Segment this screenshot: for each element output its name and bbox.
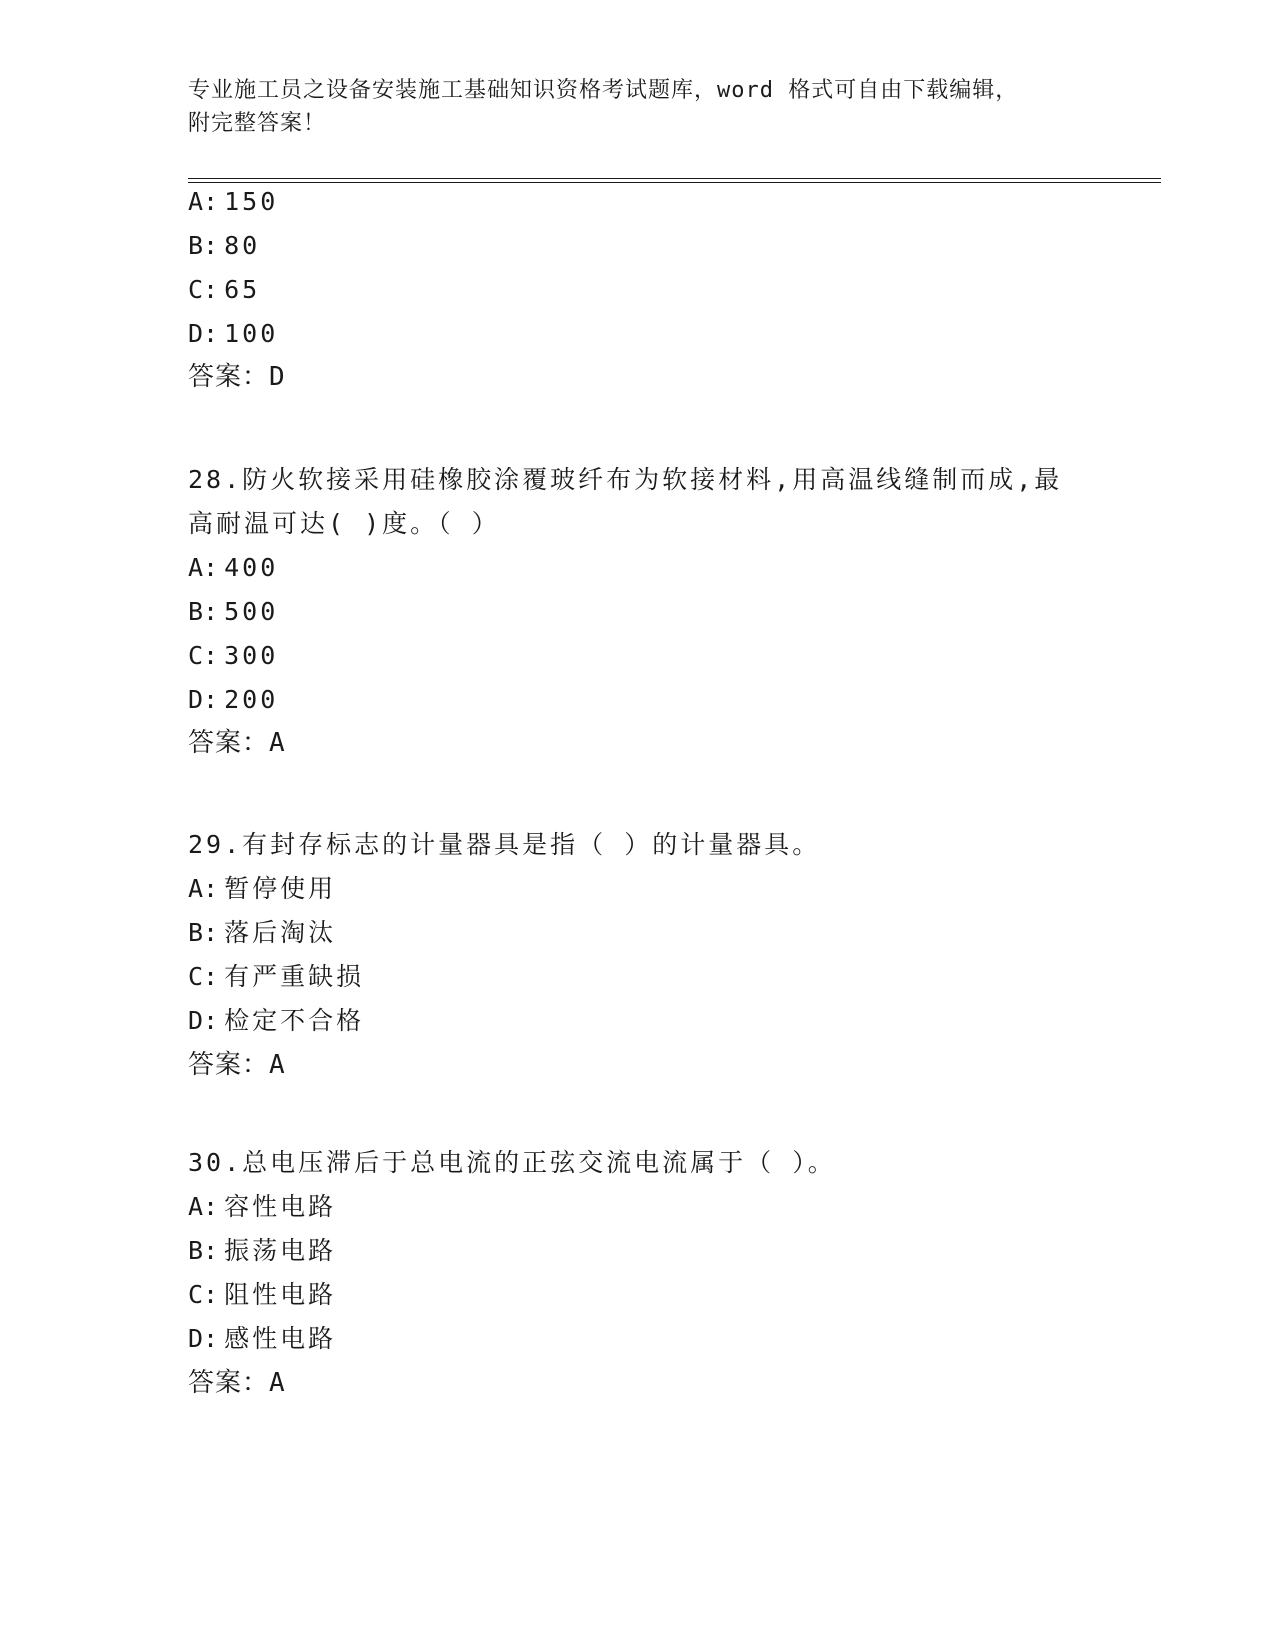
answer-letter: D — [269, 362, 286, 392]
q29-stem-line-1: 29.有封存标志的计量器具是指（ ）的计量器具。 — [188, 830, 821, 859]
option-text: 65 — [224, 275, 261, 304]
option-text: 阻性电路 — [224, 1280, 337, 1309]
header-divider — [188, 178, 1161, 183]
answer-letter: A — [269, 728, 286, 758]
option-key: C: — [188, 1280, 219, 1309]
option-key: D: — [188, 319, 219, 348]
q28-stem-line-2: 高耐温可达( )度。（ ） — [188, 509, 500, 538]
option-text: 检定不合格 — [224, 1006, 365, 1035]
document-header — [188, 74, 1088, 140]
q27-option-c — [188, 275, 260, 305]
option-key: B: — [188, 918, 219, 947]
option-key: A: — [188, 1192, 219, 1221]
q27-option-b — [188, 231, 260, 261]
header-line-2: 附完整答案！ — [188, 111, 327, 136]
answer-label: 答案： — [188, 1368, 270, 1398]
answer-label: 答案： — [188, 362, 270, 392]
option-key: B: — [188, 1236, 219, 1265]
option-text: 暂停使用 — [224, 874, 337, 903]
option-key: A: — [188, 874, 219, 903]
q30-option-c — [188, 1280, 336, 1310]
option-text: 感性电路 — [224, 1324, 337, 1353]
option-text: 振荡电路 — [224, 1236, 337, 1265]
q27-answer — [188, 362, 286, 392]
option-key: A: — [188, 553, 219, 582]
q30-stem-line-1: 30.总电压滞后于总电流的正弦交流电流属于（ ）。 — [188, 1148, 836, 1177]
option-text: 150 — [224, 187, 279, 216]
option-text: 落后淘汰 — [224, 918, 337, 947]
q28-answer — [188, 728, 286, 758]
q29-answer — [188, 1050, 286, 1080]
option-text: 100 — [224, 319, 279, 348]
q30-answer — [188, 1368, 286, 1398]
q29-option-a — [188, 874, 336, 904]
answer-letter: A — [269, 1368, 286, 1398]
answer-letter: A — [269, 1050, 286, 1080]
q28-stem-line-1: 28.防火软接采用硅橡胶涂覆玻纤布为软接材料,用高温线缝制而成,最 — [188, 465, 1063, 494]
q28-option-c — [188, 641, 278, 671]
q27-option-d — [188, 319, 278, 349]
q30-option-a — [188, 1192, 336, 1222]
option-key: C: — [188, 962, 219, 991]
q28-option-b — [188, 597, 278, 627]
option-text: 400 — [224, 553, 279, 582]
option-text: 容性电路 — [224, 1192, 337, 1221]
option-key: D: — [188, 1006, 219, 1035]
q29-option-c — [188, 962, 364, 992]
option-text: 500 — [224, 597, 279, 626]
q30-option-d — [188, 1324, 336, 1354]
option-text: 有严重缺损 — [224, 962, 365, 991]
option-text: 300 — [224, 641, 279, 670]
q28-option-a — [188, 553, 278, 583]
q28-option-d — [188, 685, 278, 715]
q30-option-b — [188, 1236, 336, 1266]
option-key: C: — [188, 641, 219, 670]
option-key: D: — [188, 1324, 219, 1353]
q27-option-a — [188, 187, 278, 217]
option-text: 200 — [224, 685, 279, 714]
answer-label: 答案： — [188, 1050, 270, 1080]
answer-label: 答案： — [188, 728, 270, 758]
option-key: C: — [188, 275, 219, 304]
option-key: B: — [188, 231, 219, 260]
q29-option-d — [188, 1006, 364, 1036]
option-text: 80 — [224, 231, 261, 260]
q29-option-b — [188, 918, 336, 948]
option-key: A: — [188, 187, 219, 216]
header-line-1: 专业施工员之设备安装施工基础知识资格考试题库，word 格式可自由下载编辑， — [188, 78, 1019, 103]
option-key: D: — [188, 685, 219, 714]
option-key: B: — [188, 597, 219, 626]
